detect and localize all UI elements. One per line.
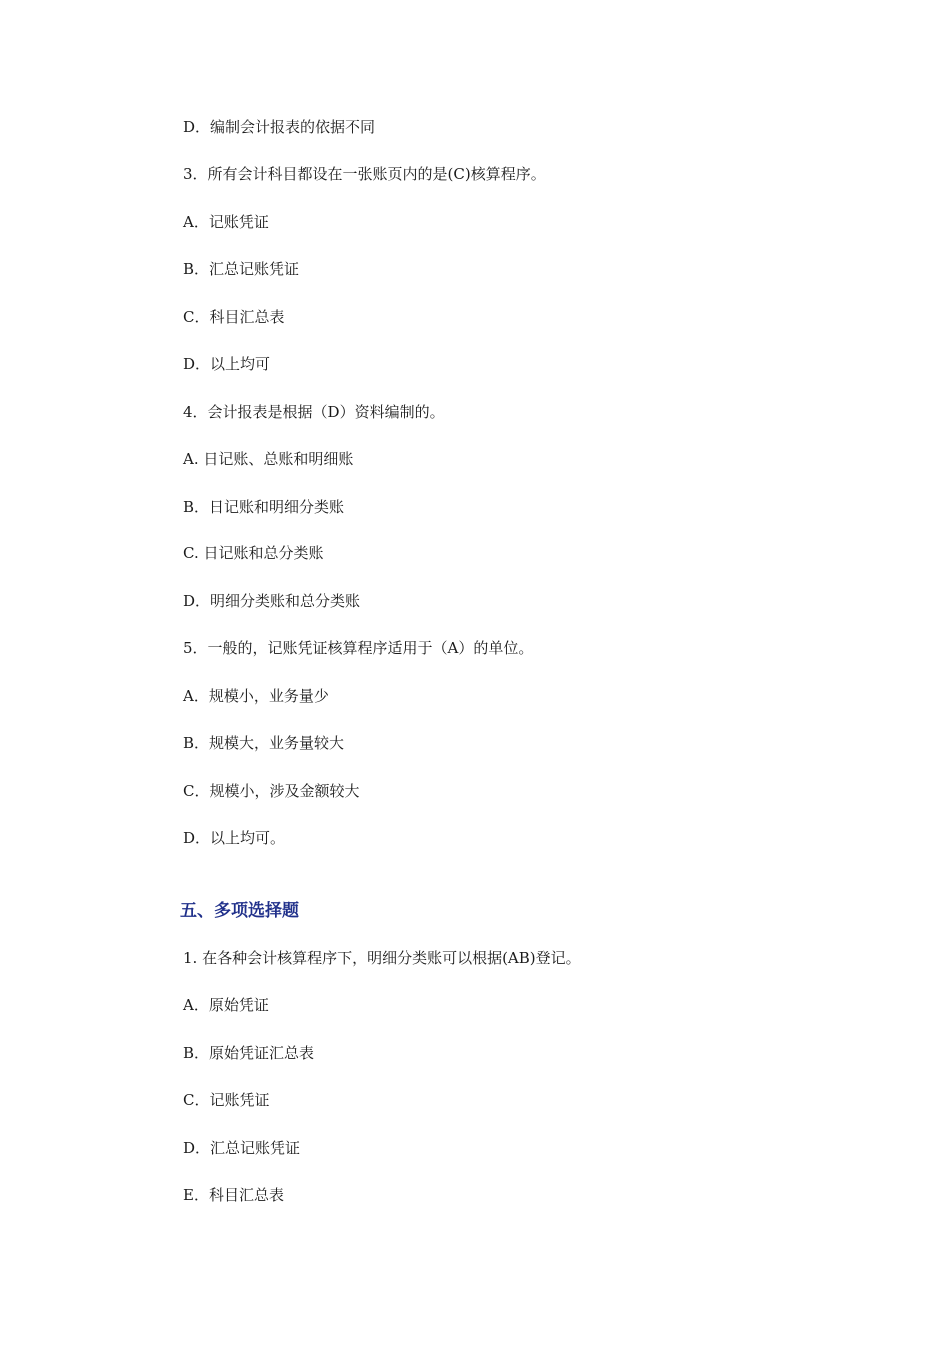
q4-option-d: D．明细分类账和总分类账 <box>183 592 361 610</box>
q4-option-a: A. 日记账、总账和明细账 <box>183 450 354 468</box>
q4-option-c: C. 日记账和总分类账 <box>183 544 324 562</box>
mq1-question: 1. 在各种会计核算程序下，明细分类账可以根据(AB)登记。 <box>183 949 581 967</box>
q3-option-c: C．科目汇总表 <box>183 308 285 326</box>
mq1-option-c: C．记账凭证 <box>183 1091 270 1109</box>
q3-option-d: D．以上均可 <box>183 355 271 373</box>
q3-question: 3．所有会计科目都设在一张账页内的是(C)核算程序。 <box>183 165 546 183</box>
q3-option-b: B．汇总记账凭证 <box>183 260 300 278</box>
q5-option-a: A．规模小，业务量少 <box>183 687 329 705</box>
q4-option-b: B．日记账和明细分类账 <box>183 498 345 516</box>
q4-question: 4．会计报表是根据（D）资料编制的。 <box>183 403 445 421</box>
q5-question: 5．一般的，记账凭证核算程序适用于（A）的单位。 <box>183 639 534 657</box>
mq1-option-b: B．原始凭证汇总表 <box>183 1044 315 1062</box>
q5-option-c: C．规模小，涉及金额较大 <box>183 782 360 800</box>
q5-option-d: D．以上均可。 <box>183 829 286 847</box>
q5-option-b: B．规模大，业务量较大 <box>183 734 345 752</box>
section-heading-multiple-choice: 五、多项选择题 <box>180 901 299 921</box>
mq1-option-d: D．汇总记账凭证 <box>183 1139 301 1157</box>
mq1-option-e: E．科目汇总表 <box>183 1186 284 1204</box>
q3-option-a: A．记账凭证 <box>183 213 269 231</box>
mq1-option-a: A．原始凭证 <box>183 996 269 1014</box>
q2-option-d: D．编制会计报表的依据不同 <box>183 118 376 136</box>
